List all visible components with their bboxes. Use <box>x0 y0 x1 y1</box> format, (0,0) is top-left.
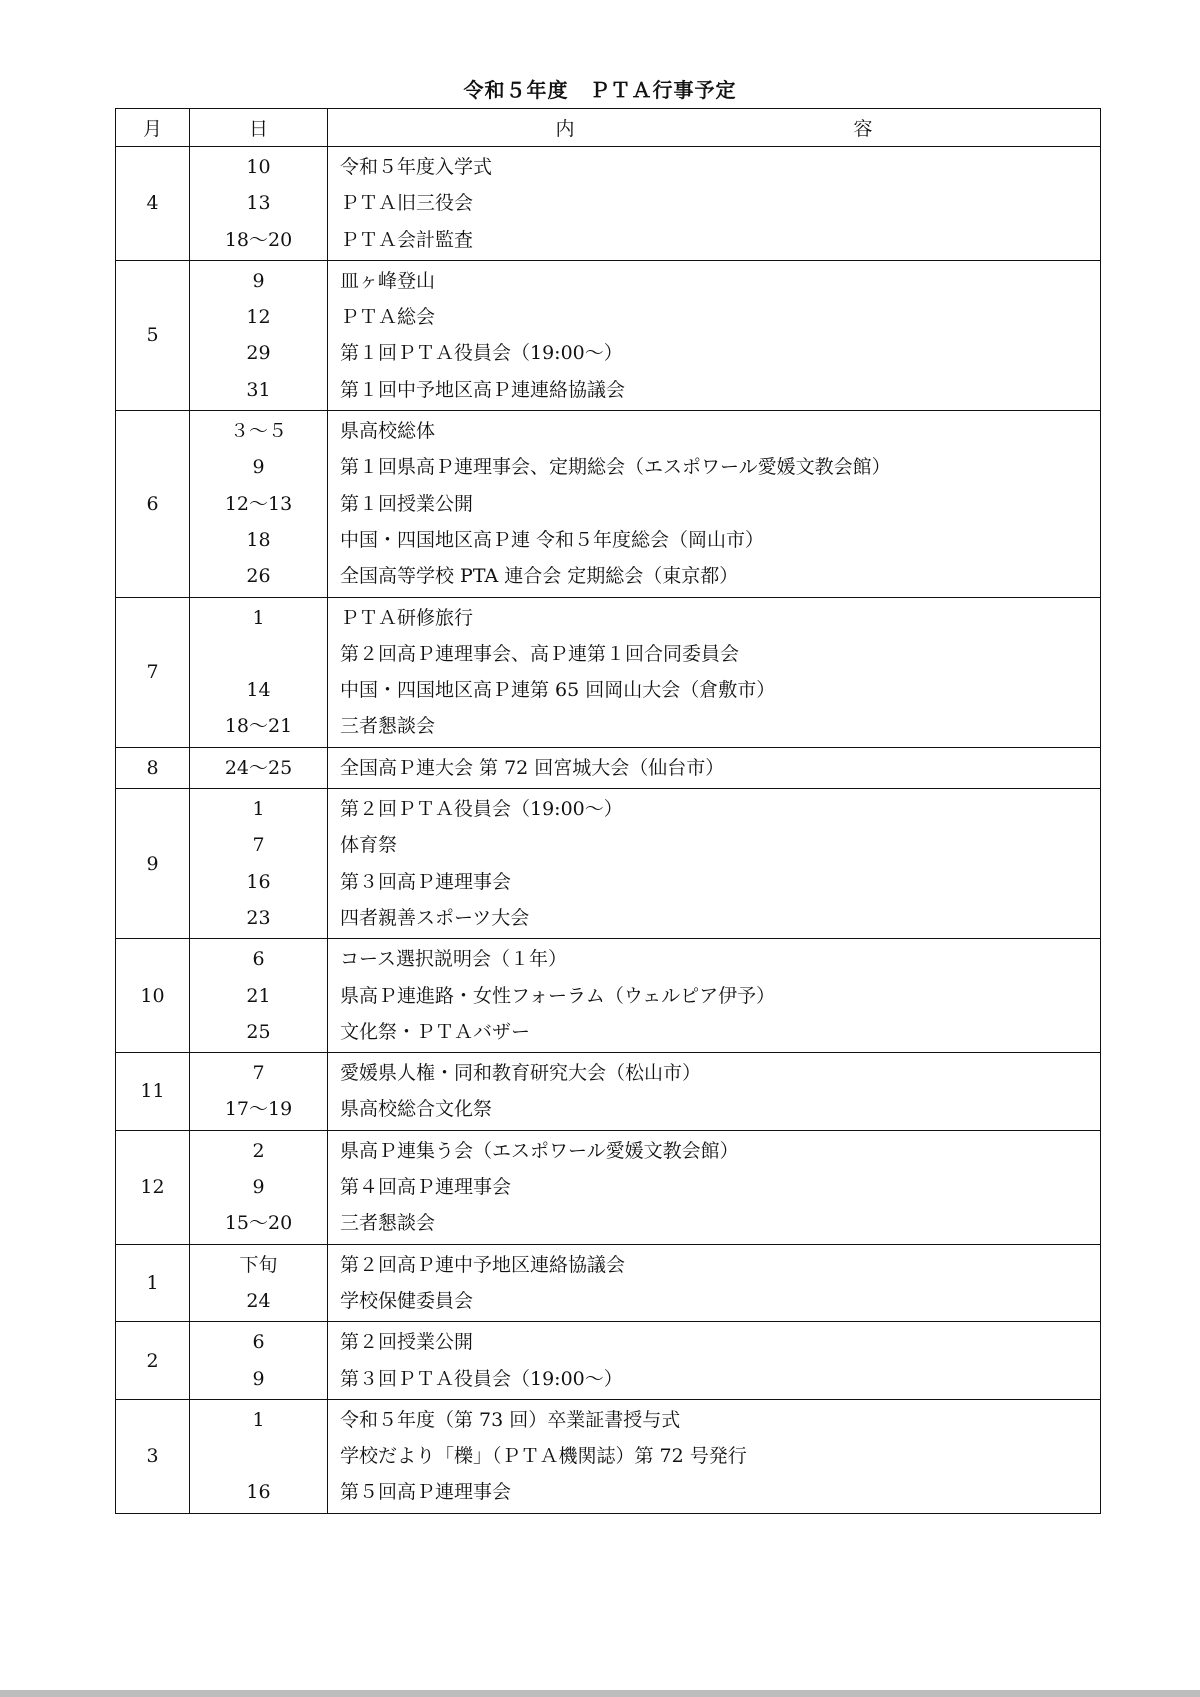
event-day: 26 <box>246 565 271 588</box>
month-row <box>116 597 1101 747</box>
event-day: 7 <box>252 834 265 857</box>
month-row <box>116 1053 1101 1131</box>
content-cell <box>328 147 1101 261</box>
event-description: 三者懇談会 <box>340 1212 436 1235</box>
event-description: ＰＴＡ総会 <box>340 306 436 329</box>
event-description: 皿ヶ峰登山 <box>340 269 436 292</box>
event-day: 18～20 <box>224 228 293 251</box>
content-cell <box>328 939 1101 1053</box>
day-cell <box>190 1399 328 1513</box>
event-description: 体育祭 <box>340 834 398 857</box>
month-cell: 8 <box>116 747 190 788</box>
content-cell <box>328 411 1101 597</box>
event-description: 中国・四国地区高Ｐ連 令和５年度総会（岡山市） <box>340 528 765 551</box>
month-row <box>116 789 1101 939</box>
month-row <box>116 1130 1101 1244</box>
event-day: 9 <box>252 269 265 292</box>
event-day: 13 <box>246 192 271 215</box>
event-day: 12 <box>246 306 271 329</box>
month-row <box>116 939 1101 1053</box>
content-cell <box>328 789 1101 939</box>
event-day: 7 <box>252 1062 265 1085</box>
event-day <box>190 1438 327 1474</box>
month-row <box>116 1322 1101 1400</box>
day-cell <box>190 1244 328 1322</box>
event-day: 1 <box>252 606 265 629</box>
event-description: ＰＴＡ研修旅行 <box>340 606 474 629</box>
month-cell: 12 <box>116 1130 190 1244</box>
event-day: 14 <box>246 679 271 702</box>
event-day: 6 <box>252 948 265 971</box>
pta-schedule-table <box>115 108 1101 1514</box>
event-description: 第１回ＰＴＡ役員会（19:00～） <box>340 342 623 365</box>
event-day: 12～13 <box>224 492 293 515</box>
month-cell: 2 <box>116 1322 190 1400</box>
event-description: 文化祭・ＰＴＡバザー <box>340 1020 531 1043</box>
event-day: 下旬 <box>239 1253 278 1276</box>
event-description: 第２回授業公開 <box>340 1331 474 1354</box>
table-header-row <box>116 109 1101 147</box>
month-row <box>116 411 1101 597</box>
event-day: 16 <box>246 870 271 893</box>
event-description: 第１回中予地区高Ｐ連連絡協議会 <box>340 378 626 401</box>
event-day: 29 <box>246 342 271 365</box>
event-day: 25 <box>246 1020 271 1043</box>
event-day: 15～20 <box>224 1212 293 1235</box>
month-row <box>116 1399 1101 1513</box>
event-day: 17～19 <box>224 1098 293 1121</box>
content-cell <box>328 260 1101 410</box>
event-description: 第２回高Ｐ連理事会、高Ｐ連第１回合同委員会 <box>340 642 740 665</box>
event-description: ＰＴＡ会計監査 <box>340 228 474 251</box>
day-cell <box>190 597 328 747</box>
header-content <box>328 109 1101 147</box>
event-description: コース選択説明会（１年） <box>340 948 568 971</box>
event-description: 中国・四国地区高Ｐ連第 65 回岡山大会（倉敷市） <box>340 679 776 702</box>
month-row <box>116 1244 1101 1322</box>
event-description: 第３回高Ｐ連理事会 <box>340 870 512 893</box>
event-day: 24 <box>246 1289 271 1312</box>
event-description: 学校保健委員会 <box>340 1289 474 1312</box>
event-description: 県高校総合文化祭 <box>340 1098 493 1121</box>
event-description: 第１回県高Ｐ連理事会、定期総会（エスポワール愛媛文教会館） <box>340 456 891 479</box>
event-day: 9 <box>252 456 265 479</box>
event-day: 1 <box>252 1408 265 1431</box>
content-cell <box>328 1399 1101 1513</box>
event-description: 第１回授業公開 <box>340 492 474 515</box>
event-description: 四者親善スポーツ大会 <box>340 906 530 929</box>
page-bottom-edge <box>0 1690 1200 1697</box>
day-cell <box>190 789 328 939</box>
event-description: 愛媛県人権・同和教育研究大会（松山市） <box>340 1062 702 1085</box>
day-cell <box>190 1130 328 1244</box>
content-cell <box>328 747 1101 788</box>
month-cell: 7 <box>116 597 190 747</box>
month-cell: 1 <box>116 1244 190 1322</box>
event-description: 県高校総体 <box>340 420 436 443</box>
event-description: 第４回高Ｐ連理事会 <box>340 1176 512 1199</box>
content-cell <box>328 1130 1101 1244</box>
event-description: 学校だより「櫟」（ＰＴＡ機関誌）第 72 号発行 <box>340 1445 747 1468</box>
header-month: 月 <box>116 109 190 147</box>
day-cell <box>190 411 328 597</box>
event-day: 9 <box>252 1176 265 1199</box>
day-cell <box>190 147 328 261</box>
event-day: 31 <box>246 378 271 401</box>
day-cell <box>190 1322 328 1400</box>
event-description: 県高Ｐ連進路・女性フォーラム（ウェルピア伊予） <box>340 984 776 1007</box>
month-row <box>116 260 1101 410</box>
schedule-body <box>116 147 1101 1514</box>
day-cell <box>190 1053 328 1131</box>
event-description: 第５回高Ｐ連理事会 <box>340 1481 512 1504</box>
event-day: 23 <box>246 906 271 929</box>
event-description: 令和５年度入学式 <box>340 156 493 178</box>
month-cell: 5 <box>116 260 190 410</box>
month-cell: 4 <box>116 147 190 261</box>
month-cell: 11 <box>116 1053 190 1131</box>
event-day: 18～21 <box>224 715 293 738</box>
day-cell <box>190 939 328 1053</box>
content-cell <box>328 1322 1101 1400</box>
content-cell <box>328 597 1101 747</box>
event-day: 18 <box>246 528 271 551</box>
event-day: 10 <box>246 156 271 178</box>
event-day: 24～25 <box>224 756 293 779</box>
month-row <box>116 147 1101 261</box>
document-title: 令和５年度 ＰＴＡ行事予定 <box>463 78 737 102</box>
header-content-label: 内 容 <box>555 118 1003 140</box>
event-day: 6 <box>252 1331 265 1354</box>
event-day: 9 <box>252 1367 265 1390</box>
event-description: ＰＴＡ旧三役会 <box>340 192 474 215</box>
event-description: 第２回ＰＴＡ役員会（19:00～） <box>340 798 623 821</box>
event-day: 1 <box>252 798 265 821</box>
header-day: 日 <box>190 109 328 147</box>
event-description: 県高Ｐ連集う会（エスポワール愛媛文教会館） <box>340 1139 739 1162</box>
day-cell <box>190 260 328 410</box>
event-description: 全国高等学校 PTA 連合会 定期総会（東京都） <box>340 565 739 588</box>
month-cell: 10 <box>116 939 190 1053</box>
month-cell: 6 <box>116 411 190 597</box>
day-cell <box>190 747 328 788</box>
event-day: 2 <box>252 1139 265 1162</box>
event-day: 16 <box>246 1481 271 1504</box>
event-description: 全国高Ｐ連大会 第 72 回宮城大会（仙台市） <box>340 756 725 779</box>
month-row <box>116 747 1101 788</box>
event-description: 第２回高Ｐ連中予地区連絡協議会 <box>340 1253 626 1276</box>
content-cell <box>328 1244 1101 1322</box>
event-day <box>190 636 327 672</box>
event-description: 令和５年度（第 73 回）卒業証書授与式 <box>340 1408 681 1431</box>
event-day: ３～５ <box>229 420 287 443</box>
content-cell <box>328 1053 1101 1131</box>
event-day: 21 <box>246 984 271 1007</box>
month-cell: 3 <box>116 1399 190 1513</box>
month-cell: 9 <box>116 789 190 939</box>
event-description: 三者懇談会 <box>340 715 436 738</box>
event-description: 第３回ＰＴＡ役員会（19:00～） <box>340 1367 623 1390</box>
